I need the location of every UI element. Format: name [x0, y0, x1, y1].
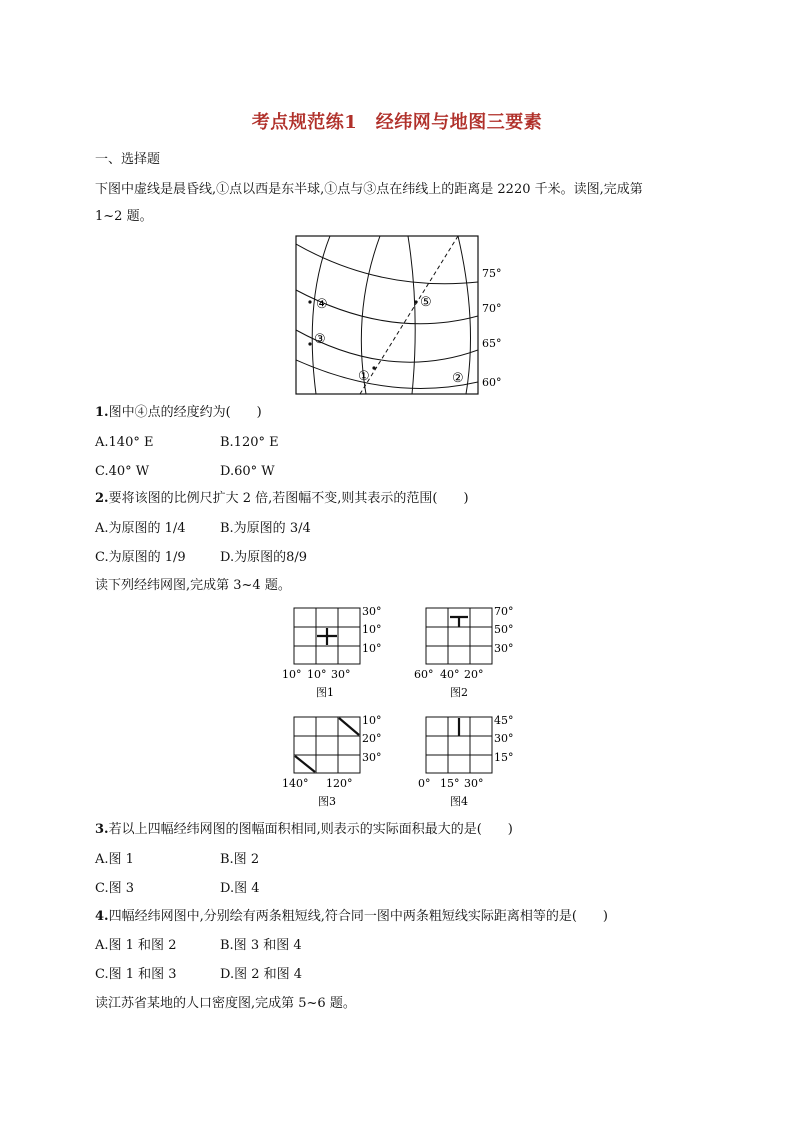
intro-text-1: 下图中虚线是晨昏线,①点以西是东半球,①点与③点在纬线上的距离是 2220 千米。读图,完成第: [95, 182, 643, 197]
point-4: ④: [316, 297, 328, 312]
fig3-lon-140: 140°: [282, 777, 309, 790]
fig1-lat-30: 30°: [362, 605, 382, 618]
lat-label-75: 75°: [482, 267, 502, 280]
grid-figure-4: [412, 711, 527, 811]
q2-option-c[interactable]: C.为原图的 1/9: [95, 550, 186, 565]
q1-option-d[interactable]: D.60° W: [220, 464, 275, 479]
fig4-lat-30: 30°: [494, 732, 514, 745]
fig4-lat-45: 45°: [494, 714, 514, 727]
fig1-lat-10a: 10°: [362, 623, 382, 636]
q2-option-b[interactable]: B.为原图的 3/4: [220, 521, 311, 536]
point-1: ①: [358, 369, 370, 384]
lat-label-70: 70°: [482, 302, 502, 315]
q3-option-a[interactable]: A.图 1: [95, 852, 134, 867]
question-4: 4.四幅经纬网图中,分别绘有两条粗短线,符合同一图中两条粗短线实际距离相等的是( ): [95, 909, 608, 924]
section-heading: 一、选择题: [95, 152, 161, 167]
q4-option-d[interactable]: D.图 2 和图 4: [220, 967, 303, 982]
q3-option-c[interactable]: C.图 3: [95, 881, 135, 896]
fig1-lat-10b: 10°: [362, 642, 382, 655]
q4-option-a[interactable]: A.图 1 和图 2: [95, 938, 177, 953]
grid-figure-1: [280, 602, 390, 702]
fig3-lon-120: 120°: [326, 777, 353, 790]
fig1-lon-10b: 10°: [307, 668, 327, 681]
q4-option-b[interactable]: B.图 3 和图 4: [220, 938, 302, 953]
page-title: 考点规范练1 经纬网与地图三要素: [251, 112, 543, 133]
fig3-lat-20: 20°: [362, 732, 382, 745]
fig2-lon-20: 20°: [464, 668, 484, 681]
grid-figure-2: [412, 602, 527, 702]
point-2: ②: [452, 371, 464, 386]
fig2-caption: 图2: [450, 686, 468, 699]
fig2-lat-70: 70°: [494, 605, 514, 618]
fig3-lat-10: 10°: [362, 714, 382, 727]
lat-label-60: 60°: [482, 376, 502, 389]
fig3-caption: 图3: [318, 795, 336, 808]
fig4-lon-15: 15°: [440, 777, 460, 790]
question-3: 3.若以上四幅经纬网图的图幅面积相同,则表示的实际面积最大的是( ): [95, 822, 513, 837]
fig4-lon-30: 30°: [464, 777, 484, 790]
q2-option-a[interactable]: A.为原图的 1/4: [95, 521, 186, 536]
lat-label-65: 65°: [482, 337, 502, 350]
fig1-lon-30: 30°: [331, 668, 351, 681]
question-2: 2.要将该图的比例尺扩大 2 倍,若图幅不变,则其表示的范围( ): [95, 491, 469, 506]
fig3-lat-30: 30°: [362, 751, 382, 764]
fig2-lon-40: 40°: [440, 668, 460, 681]
fig1-caption: 图1: [316, 686, 334, 699]
fig2-lat-50: 50°: [494, 623, 514, 636]
fig4-caption: 图4: [450, 795, 468, 808]
fig2-lat-30: 30°: [494, 642, 514, 655]
fig1-lon-10a: 10°: [282, 668, 302, 681]
point-5: ⑤: [420, 295, 432, 310]
intro-text-2: 读下列经纬网图,完成第 3~4 题。: [95, 578, 291, 593]
intro-text-3: 读江苏省某地的人口密度图,完成第 5~6 题。: [95, 996, 356, 1011]
q4-option-c[interactable]: C.图 1 和图 3: [95, 967, 177, 982]
q1-option-c[interactable]: C.40° W: [95, 464, 150, 479]
intro-text-1-cont: 1~2 题。: [95, 209, 153, 224]
grid-figure-3: [280, 711, 395, 811]
fig4-lat-15: 15°: [494, 751, 514, 764]
q3-option-d[interactable]: D.图 4: [220, 881, 260, 896]
fig4-lon-0: 0°: [418, 777, 431, 790]
point-3: ③: [314, 332, 326, 347]
q2-option-d[interactable]: D.为原图的8/9: [220, 550, 308, 565]
q3-option-b[interactable]: B.图 2: [220, 852, 260, 867]
fig2-lon-60: 60°: [414, 668, 434, 681]
graticule-map-terminator: [290, 232, 520, 400]
question-1: 1.图中④点的经度约为( ): [95, 405, 262, 420]
q1-option-b[interactable]: B.120° E: [220, 435, 279, 450]
q1-option-a[interactable]: A.140° E: [95, 435, 154, 450]
